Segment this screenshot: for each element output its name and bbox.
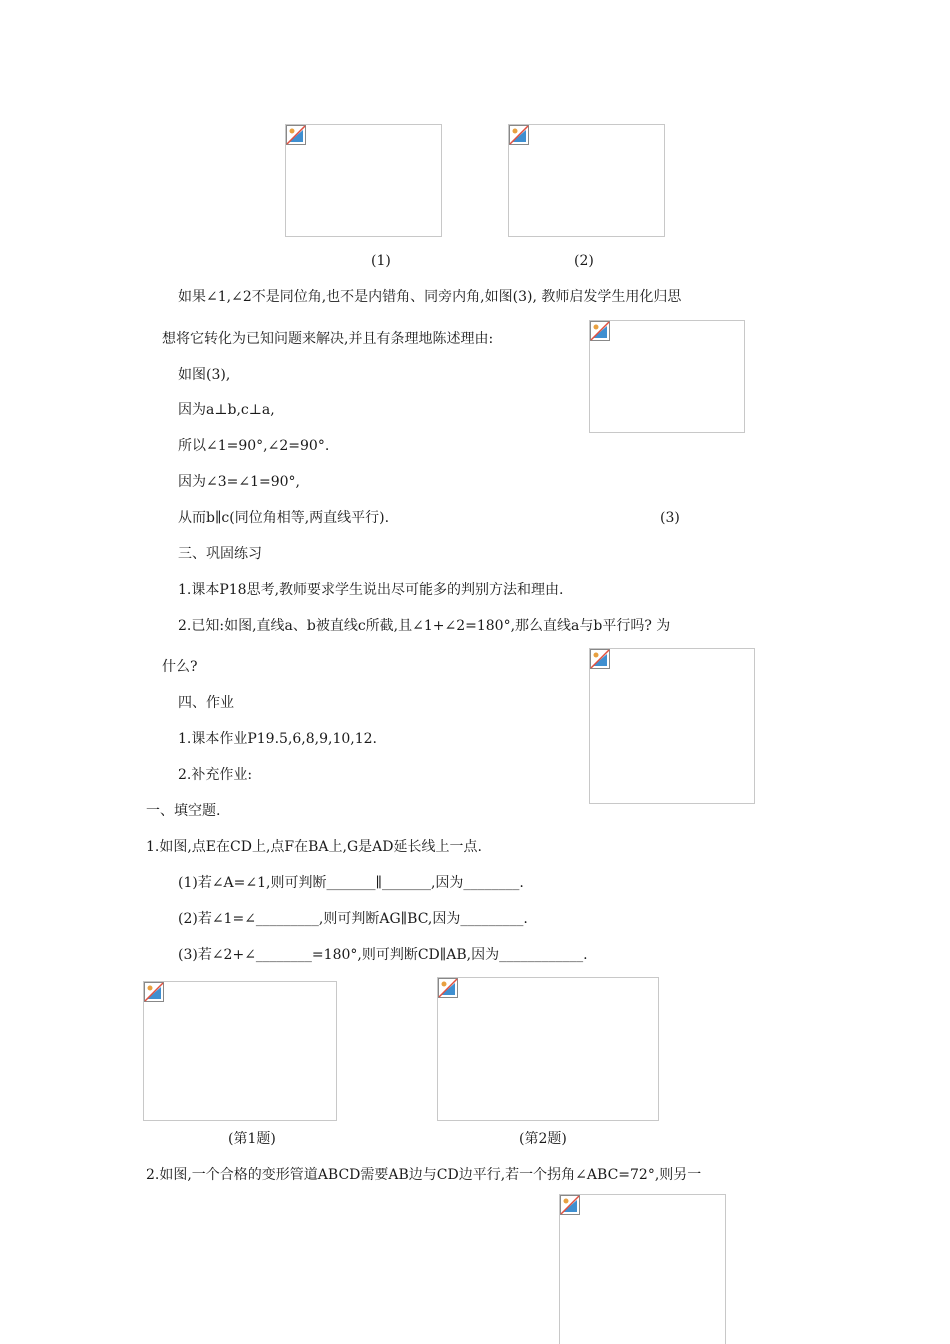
fill-blank-heading: 一、填空题.: [146, 803, 221, 819]
broken-image-icon: [438, 978, 458, 998]
figure-2-image: [508, 124, 665, 237]
question-2-bottom-figure-image: [559, 1194, 726, 1344]
practice-item-1: 1.课本P18思考,教师要求学生说出尽可能多的判别方法和理由.: [178, 582, 564, 598]
homework-item-2: 2.补充作业:: [178, 767, 253, 783]
paragraph-line-1: 如果∠1,∠2不是同位角,也不是内错角、同旁内角,如图(3), 教师启发学生用化归思: [178, 289, 682, 305]
proof-line: 因为a⊥b,c⊥a,: [178, 402, 275, 418]
proof-line: 从而b∥c(同位角相等,两直线平行).: [178, 510, 390, 526]
question-1-part: (1)若∠A=∠1,则可判断_______∥_______,因为________.: [178, 875, 524, 891]
figure-1-image: [285, 124, 442, 237]
broken-image-icon: [590, 649, 610, 669]
proof-line: 因为∠3=∠1=90°,: [178, 474, 301, 490]
proof-line: 所以∠1=90°,∠2=90°.: [178, 438, 330, 454]
practice-item-2-line-1: 2.已知:如图,直线a、b被直线c所截,且∠1+∠2=180°,那么直线a与b平行吗? 为: [178, 618, 671, 634]
broken-image-icon: [286, 125, 306, 145]
question-2-figure-caption: (第2题): [519, 1131, 567, 1147]
question-1-part: (2)若∠1=∠_________,则可判断AG∥BC,因为_________.: [178, 911, 528, 927]
question-1-part: (3)若∠2+∠________=180°,则可判断CD∥AB,因为____________.: [178, 947, 588, 963]
question-1-figure-caption: (第1题): [228, 1131, 276, 1147]
figure-3-image: [589, 320, 745, 433]
figure-3-caption: (3): [660, 510, 680, 526]
practice-heading: 三、巩固练习: [178, 546, 262, 562]
homework-item-1: 1.课本作业P19.5,6,8,9,10,12.: [178, 731, 378, 747]
figure-1-caption: (1): [371, 253, 391, 269]
question-2: 2.如图,一个合格的变形管道ABCD需要AB边与CD边平行,若一个拐角∠ABC=72°,则另一: [146, 1167, 702, 1183]
practice-item-2-line-2: 什么?: [162, 659, 198, 675]
proof-line: 如图(3),: [178, 367, 231, 383]
question-2-figure-image: [437, 977, 659, 1121]
broken-image-icon: [509, 125, 529, 145]
broken-image-icon: [560, 1195, 580, 1215]
figure-2-caption: (2): [574, 253, 594, 269]
broken-image-icon: [144, 982, 164, 1002]
broken-image-icon: [590, 321, 610, 341]
homework-heading: 四、作业: [178, 695, 234, 711]
question-1: 1.如图,点E在CD上,点F在BA上,G是AD延长线上一点.: [146, 839, 482, 855]
question-1-figure-image: [143, 981, 337, 1121]
practice-figure-image: [589, 648, 755, 804]
paragraph-line-2: 想将它转化为已知问题来解决,并且有条理地陈述理由:: [162, 331, 494, 347]
